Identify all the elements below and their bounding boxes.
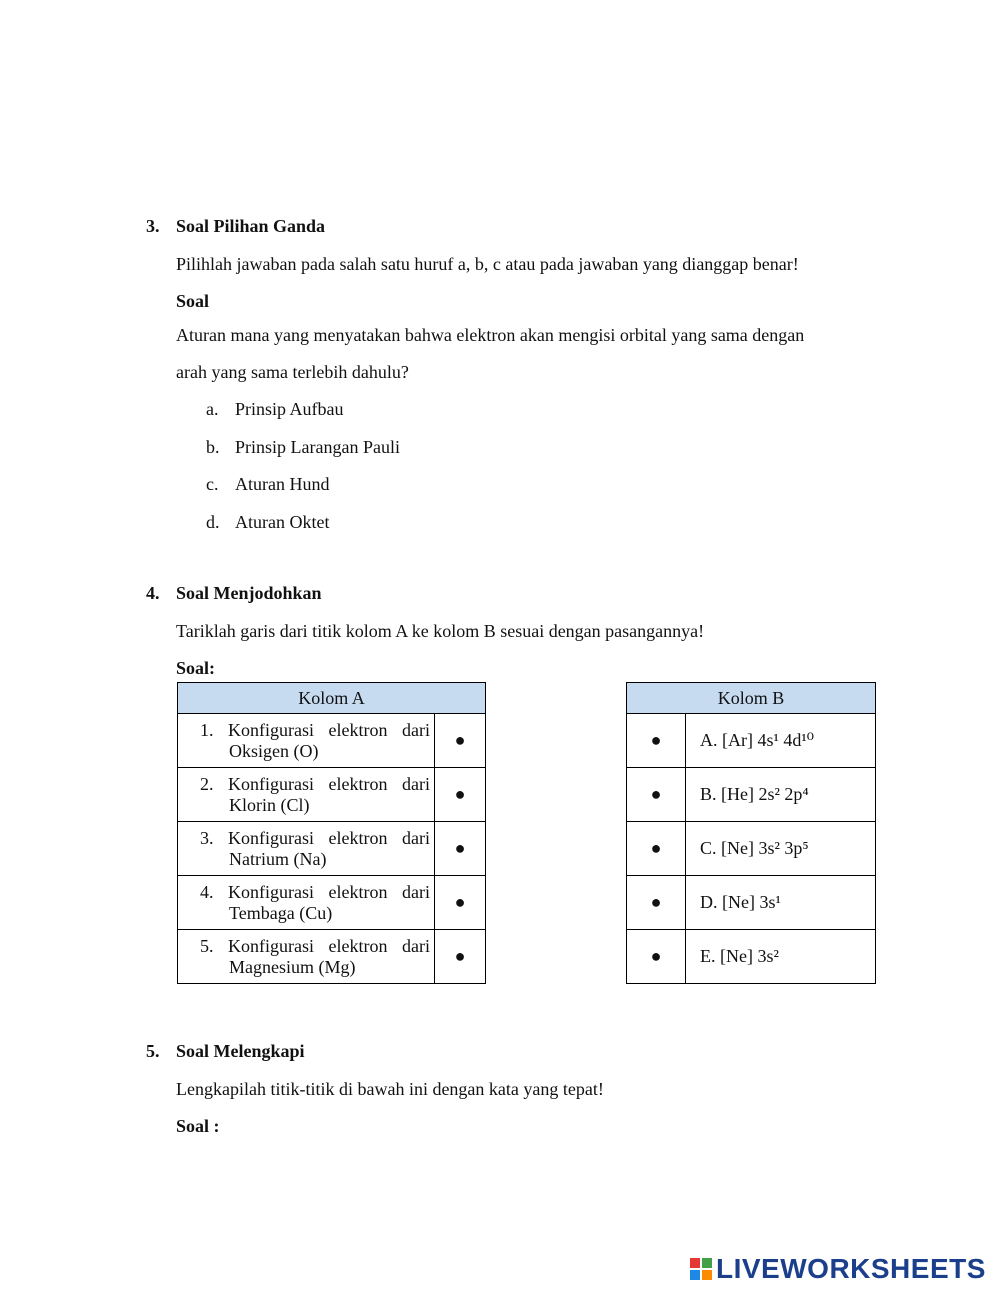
item-word: elektron [328, 935, 388, 956]
kolom-b-dot-3[interactable]: ● [627, 822, 686, 876]
section-3-question-line-1: Aturan mana yang menyatakan bahwa elektron akan mengisi orbital yang sama dengan [176, 325, 805, 345]
option-letter: d. [206, 512, 220, 532]
section-3-title: Soal Pilihan Ganda [176, 216, 326, 236]
kolom-b-item-5: E. [Ne] 3s² [686, 930, 876, 984]
item-word: elektron [328, 773, 388, 794]
item-number: 5. [200, 935, 214, 956]
kolom-b-item-2: B. [He] 2s² 2p⁴ [686, 768, 876, 822]
item-element: Magnesium (Mg) [229, 956, 356, 977]
kolom-a-item-3 [178, 822, 435, 876]
kolom-a-item-4 [178, 876, 435, 930]
option-letter: c. [206, 474, 219, 494]
item-element: Oksigen (O) [229, 740, 319, 761]
item-number: 3. [200, 827, 214, 848]
item-word: elektron [328, 719, 388, 740]
item-word: dari [402, 827, 430, 848]
section-4-instruction: Tariklah garis dari titik kolom A ke kolom B sesuai dengan pasangannya! [176, 621, 705, 641]
item-word: dari [402, 881, 430, 902]
section-5-number: 5. [146, 1041, 160, 1061]
logo-square [702, 1270, 712, 1280]
section-5-title: Soal Melengkapi [176, 1041, 305, 1061]
option-text: Aturan Hund [235, 474, 330, 494]
kolom-a-dot-5[interactable]: ● [435, 930, 486, 984]
logo-square [690, 1270, 700, 1280]
table-row [178, 876, 486, 930]
kolom-a-item-2 [178, 768, 435, 822]
item-word: elektron [328, 827, 388, 848]
kolom-b-item-3: C. [Ne] 3s² 3p⁵ [686, 822, 876, 876]
option-text: Aturan Oktet [235, 512, 330, 532]
section-4-title: Soal Menjodohkan [176, 583, 322, 603]
kolom-a-table [177, 682, 486, 984]
table-row [178, 930, 486, 984]
item-element: Tembaga (Cu) [229, 902, 333, 923]
kolom-b-dot-5[interactable]: ● [627, 930, 686, 984]
option-a[interactable] [206, 398, 344, 420]
section-5-heading [146, 1040, 305, 1062]
option-b[interactable] [206, 436, 400, 458]
kolom-b-dot-4[interactable]: ● [627, 876, 686, 930]
option-d[interactable] [206, 511, 329, 533]
liveworksheets-logo[interactable] [690, 1252, 986, 1286]
item-element: Natrium (Na) [229, 848, 327, 869]
item-number: 4. [200, 881, 214, 902]
table-row [178, 768, 486, 822]
section-3-soal-label: Soal [176, 291, 210, 311]
kolom-b-header: Kolom B [627, 683, 876, 714]
kolom-b-item-4: D. [Ne] 3s¹ [686, 876, 876, 930]
option-letter: a. [206, 399, 219, 419]
kolom-a-header: Kolom A [178, 683, 486, 714]
logo-text: LIVEWORKSHEETS [716, 1253, 986, 1284]
logo-icon [690, 1258, 712, 1280]
kolom-a-dot-4[interactable]: ● [435, 876, 486, 930]
table-row [627, 768, 876, 822]
section-5-soal-label: Soal : [176, 1116, 220, 1136]
section-4-number: 4. [146, 583, 160, 603]
item-word: dari [402, 719, 430, 740]
section-3-instruction: Pilihlah jawaban pada salah satu huruf a, b, c atau pada jawaban yang dianggap benar! [176, 254, 799, 274]
kolom-a-dot-3[interactable]: ● [435, 822, 486, 876]
section-5-instruction: Lengkapilah titik-titik di bawah ini dengan kata yang tepat! [176, 1079, 604, 1099]
kolom-a-item-5 [178, 930, 435, 984]
kolom-b-dot-2[interactable]: ● [627, 768, 686, 822]
item-element: Klorin (Cl) [229, 794, 310, 815]
item-word: Konfigurasi [228, 773, 314, 794]
table-row [178, 714, 486, 768]
table-row [627, 876, 876, 930]
option-text: Prinsip Larangan Pauli [235, 437, 400, 457]
logo-square [690, 1258, 700, 1268]
item-word: Konfigurasi [228, 719, 314, 740]
logo-square [702, 1258, 712, 1268]
kolom-a-item-1 [178, 714, 435, 768]
item-word: Konfigurasi [228, 827, 314, 848]
item-word: dari [402, 773, 430, 794]
section-4-soal-label: Soal: [176, 658, 216, 678]
section-3-number: 3. [146, 216, 160, 236]
option-c[interactable] [206, 473, 329, 495]
section-4-heading [146, 582, 322, 604]
table-row [627, 822, 876, 876]
table-row [178, 822, 486, 876]
table-row [627, 714, 876, 768]
item-number: 2. [200, 773, 214, 794]
section-3-heading [146, 215, 325, 237]
item-word: dari [402, 935, 430, 956]
kolom-b-item-1: A. [Ar] 4s¹ 4d¹⁰ [686, 714, 876, 768]
table-row [627, 930, 876, 984]
section-3-question-line-2: arah yang sama terlebih dahulu? [176, 362, 409, 382]
kolom-b-table [626, 682, 876, 984]
kolom-a-dot-2[interactable]: ● [435, 768, 486, 822]
kolom-a-dot-1[interactable]: ● [435, 714, 486, 768]
kolom-b-dot-1[interactable]: ● [627, 714, 686, 768]
option-letter: b. [206, 437, 220, 457]
option-text: Prinsip Aufbau [235, 399, 344, 419]
item-word: Konfigurasi [228, 935, 314, 956]
item-word: elektron [328, 881, 388, 902]
item-number: 1. [200, 719, 214, 740]
item-word: Konfigurasi [228, 881, 314, 902]
